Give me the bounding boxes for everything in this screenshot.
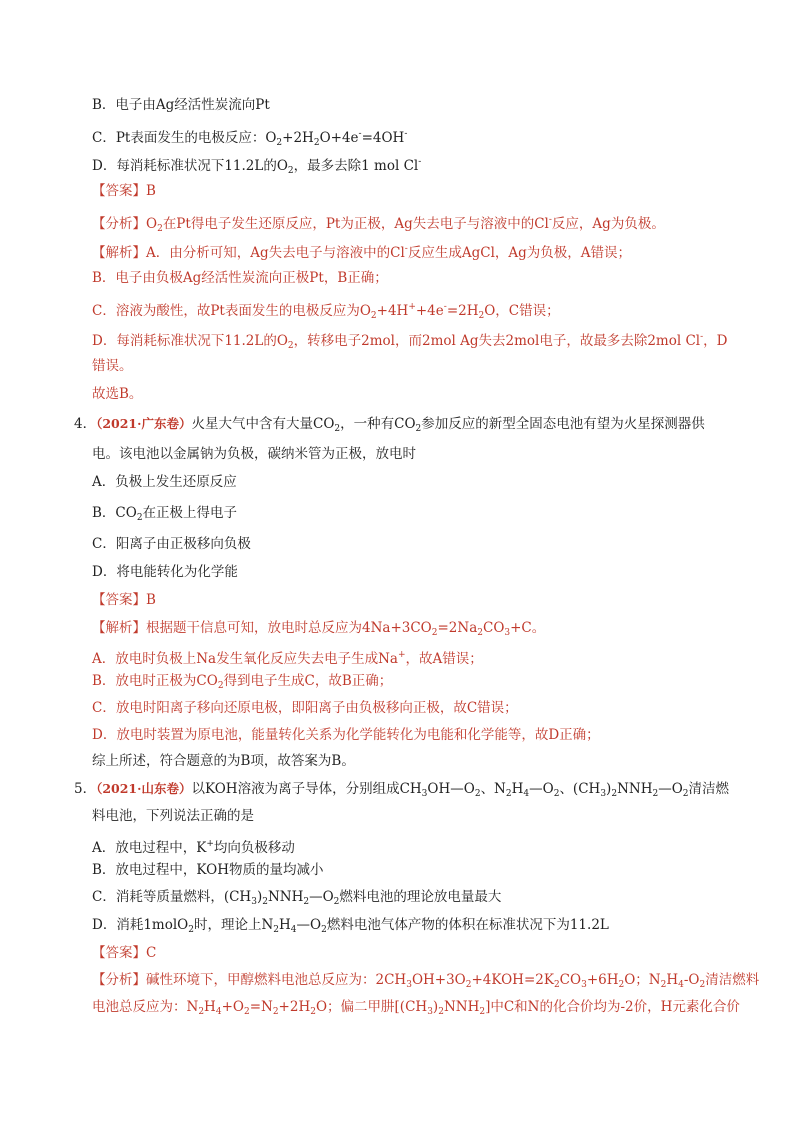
answer-line-3 [92, 943, 156, 963]
text: +4H [376, 303, 409, 319]
answer-value: B [146, 183, 156, 199]
text: 燃料电池气体产物的体积在标准状况下为11.2L [326, 917, 609, 933]
subscript: 3 [600, 789, 607, 799]
analysis-line-1 [92, 210, 665, 239]
text: 参加反应的新型全固态电池有望为火星探测器供 [421, 416, 705, 432]
text: ，最多去除1 mol Cl [293, 158, 419, 174]
answer-tag: 【答案】 [92, 945, 146, 961]
explanation-line-4 [92, 327, 728, 356]
subscript: 2 [136, 513, 143, 523]
text: —O [296, 917, 322, 933]
subscript: 3 [427, 1007, 433, 1017]
question-4-option-d [92, 562, 238, 582]
subscript: 2 [272, 1007, 279, 1017]
explanation-tag: 【解析】 [92, 245, 146, 261]
superscript: - [358, 129, 362, 139]
subscript: 2 [198, 1007, 205, 1017]
text: O；偏二甲肼[(CH [315, 999, 428, 1015]
text: -O [683, 972, 700, 988]
text: 、(CH [559, 781, 601, 797]
option-b-line [92, 95, 270, 115]
superscript: + [206, 839, 214, 849]
subscript: 2 [431, 628, 438, 638]
subscript: 2 [699, 980, 706, 990]
question-source: （2021·山东卷） [96, 781, 192, 796]
answer-line-2 [92, 590, 156, 610]
question-5-line-2 [92, 806, 254, 826]
question-4-option-b [92, 503, 237, 528]
text: OH—O [427, 781, 475, 797]
subscript: 2 [505, 789, 512, 799]
subscript: 2 [618, 980, 625, 990]
explanation-2-line-3 [92, 671, 392, 696]
superscript: - [548, 215, 552, 225]
question-5-option-a [92, 834, 295, 858]
subscript: 3 [421, 789, 428, 799]
text: A．负极上发生还原反应 [92, 474, 237, 490]
subscript: 2 [310, 1007, 316, 1017]
question-number: 5． [74, 781, 97, 797]
text: 电池总反应为：N [92, 999, 199, 1015]
superscript: - [404, 129, 408, 139]
text: C．消耗等质量燃料，(CH [92, 889, 252, 905]
text: H [511, 781, 524, 797]
explanation-2-line-4 [92, 698, 518, 718]
text: CO [482, 620, 505, 636]
text: O；N [624, 972, 661, 988]
subscript: 2 [287, 341, 294, 351]
explanation-2-line-5 [92, 725, 600, 745]
subscript: 3 [581, 980, 587, 990]
text: ) [256, 889, 263, 905]
subscript: 4 [678, 980, 684, 990]
subscript: 4 [290, 925, 297, 935]
answer-value: C [146, 945, 157, 961]
analysis-tag: 【分析】 [92, 972, 146, 988]
text: =2H [446, 303, 479, 319]
text: 得到电子生成C，故B正确； [223, 673, 393, 689]
text: +4e [415, 303, 444, 319]
superscript: - [418, 157, 422, 167]
text: 反应生成AgCl，Ag为负极，A错误； [407, 245, 632, 261]
text: 料电池，下列说法正确的是 [92, 808, 254, 824]
text: =2Na [437, 620, 478, 636]
text: H [279, 917, 291, 933]
text: ]中C和N的化合价均为-2价，H元素化合价 [485, 999, 740, 1015]
text: =N [249, 999, 273, 1015]
text: CO [559, 972, 582, 988]
text: H [666, 972, 679, 988]
subscript: 2 [370, 311, 377, 321]
explanation-2-line-2 [92, 645, 483, 669]
text: D．将电能转化为化学能 [92, 564, 238, 580]
text: 综上所述，符合题意的为B项，故答案为B。 [92, 753, 355, 769]
explanation-line-6 [92, 384, 142, 404]
subscript: 2 [652, 789, 659, 799]
text: 燃料电池的理论放电量最大 [339, 889, 502, 905]
subscript: 2 [477, 628, 483, 638]
text: D．消耗1molO [92, 917, 189, 933]
text: OH+3O [411, 972, 466, 988]
option-c-line [92, 124, 407, 153]
text: ，一种有CO [340, 416, 416, 432]
text: C．Pt表面发生的电极反应：O [92, 130, 277, 146]
superscript: + [397, 650, 406, 660]
subscript: 3 [504, 628, 511, 638]
subscript: 2 [465, 980, 472, 990]
text: 、N [480, 781, 506, 797]
subscript: 2 [553, 980, 560, 990]
text: 在Pt得电子发生还原反应，Pt为正极，Ag失去电子与溶液中的Cl [162, 216, 549, 232]
text: =4OH [361, 130, 405, 146]
question-5-option-d [92, 915, 609, 940]
subscript: 2 [478, 311, 485, 321]
subscript: 2 [333, 897, 340, 907]
subscript: 2 [553, 789, 560, 799]
subscript: 2 [474, 789, 481, 799]
superscript: + [408, 302, 416, 312]
subscript: 2 [157, 224, 163, 234]
subscript: 2 [217, 681, 224, 691]
text: +C。 [510, 620, 546, 636]
question-source: （2021·广东卷） [96, 416, 192, 431]
subscript: 2 [660, 980, 667, 990]
text: ，故A错误； [405, 651, 483, 667]
text: +2H [282, 130, 314, 146]
explanation-2-line-1 [92, 618, 545, 643]
answer-tag: 【答案】 [92, 183, 146, 199]
text: 均向负极移动 [213, 840, 295, 856]
option-d-line [92, 152, 421, 181]
analysis-tag: 【分析】 [92, 216, 146, 232]
question-4-line-1 [74, 414, 705, 439]
subscript: 2 [273, 925, 280, 935]
subscript: 2 [611, 789, 618, 799]
explanation-line-1 [92, 239, 631, 263]
subscript: 2 [438, 1007, 444, 1017]
text: D．每消耗标准状况下11.2L的O [92, 333, 288, 349]
text: C．放电时阳离子移向还原电极，即阳离子由负极移向正极，故C错误； [92, 700, 518, 716]
text: ，转移电子2mol，而2mol Ag失去2mol电子，故最多去除2mol Cl [293, 333, 701, 349]
subscript: 2 [243, 1007, 250, 1017]
text: 故选B。 [92, 386, 143, 402]
subscript: 4 [523, 789, 530, 799]
text: O+4e [319, 130, 359, 146]
text: A．放电时负极上Na发生氧化反应失去电子生成Na [92, 651, 398, 667]
text: 在正极上得电子 [142, 505, 238, 521]
explanation-tag: 【解析】 [92, 620, 146, 636]
option-b-text: B．电子由Ag经活性炭流向Pt [92, 97, 270, 113]
text: —O [529, 781, 554, 797]
question-4-option-c [92, 534, 251, 554]
text: B．放电过程中，KOH物质的量均减小 [92, 862, 324, 878]
text: ，D [703, 333, 728, 349]
answer-tag: 【答案】 [92, 592, 146, 608]
answer-line-1 [92, 181, 156, 201]
explanation-2-line-6 [92, 751, 355, 771]
superscript: - [404, 244, 408, 254]
subscript: 2 [188, 925, 194, 935]
text: B．放电时正极为CO [92, 673, 218, 689]
explanation-line-2 [92, 268, 388, 288]
text: +4KOH=2K [471, 972, 554, 988]
subscript: 2 [262, 897, 268, 907]
question-4-option-a [92, 472, 237, 492]
subscript: 2 [682, 789, 689, 799]
question-5-option-b [92, 860, 323, 880]
text: 反应，Ag为负极。 [551, 216, 665, 232]
text: NNH [617, 781, 653, 797]
text: ) [432, 999, 439, 1015]
text: NNH [267, 889, 304, 905]
text: —O [309, 889, 334, 905]
explanation-line-3 [92, 297, 560, 326]
subscript: 2 [479, 1007, 486, 1017]
subscript: 2 [321, 925, 327, 935]
subscript: 2 [334, 424, 341, 434]
subscript: 2 [415, 424, 422, 434]
question-5-option-c [92, 887, 501, 912]
question-5-line-1 [74, 779, 729, 804]
question-4-line-2 [92, 444, 416, 464]
text: O，C错误； [484, 303, 560, 319]
text: D．每消耗标准状况下11.2L的O [92, 158, 288, 174]
text: C．阳离子由正极移向负极 [92, 536, 251, 552]
analysis-3-line-2 [92, 997, 740, 1022]
text: D．放电时装置为原电池，能量转化关系为化学能转化为电能和化学能等，故D正确； [92, 727, 600, 743]
subscript: 3 [251, 897, 257, 907]
subscript: 2 [287, 166, 294, 176]
subscript: 2 [276, 138, 283, 148]
text: 根据题干信息可知，放电时总反应为4Na+3CO [146, 620, 432, 636]
question-number: 4． [74, 416, 97, 432]
text: 碱性环境下，甲醇燃料电池总反应为：2CH [146, 972, 407, 988]
text: 电。该电池以金属钠为负极，碳纳米管为正极，放电时 [92, 446, 416, 462]
subscript: 2 [303, 897, 310, 907]
text: B．CO [92, 505, 137, 521]
answer-value: B [146, 592, 156, 608]
text: +O [221, 999, 244, 1015]
subscript: 4 [215, 1007, 222, 1017]
text: 清洁燃 [688, 781, 730, 797]
text: +2H [278, 999, 311, 1015]
text: A．由分析可知，Ag失去电子与溶液中的Cl [146, 245, 405, 261]
superscript: - [700, 332, 704, 342]
text: ) [606, 781, 612, 797]
text: B．电子由负极Ag经活性炭流向正极Pt，B正确； [92, 270, 388, 286]
text: 错误。 [92, 358, 133, 374]
text: +6H [586, 972, 619, 988]
subscript: 2 [313, 138, 320, 148]
explanation-line-5 [92, 356, 133, 376]
text: NNH [443, 999, 480, 1015]
text: A．放电过程中，K [92, 840, 207, 856]
text: O [146, 216, 158, 232]
superscript: - [443, 302, 447, 312]
text: 以KOH溶液为离子导体，分别组成CH [191, 781, 422, 797]
text: C．溶液为酸性，故Pt表面发生的电极反应为O [92, 303, 371, 319]
subscript: 3 [406, 980, 412, 990]
text: —O [658, 781, 683, 797]
text: 火星大气中含有大量CO [191, 416, 335, 432]
text: H [204, 999, 216, 1015]
analysis-3-line-1 [92, 970, 759, 995]
text: 时，理论上N [193, 917, 274, 933]
text: 清洁燃料 [705, 972, 760, 988]
